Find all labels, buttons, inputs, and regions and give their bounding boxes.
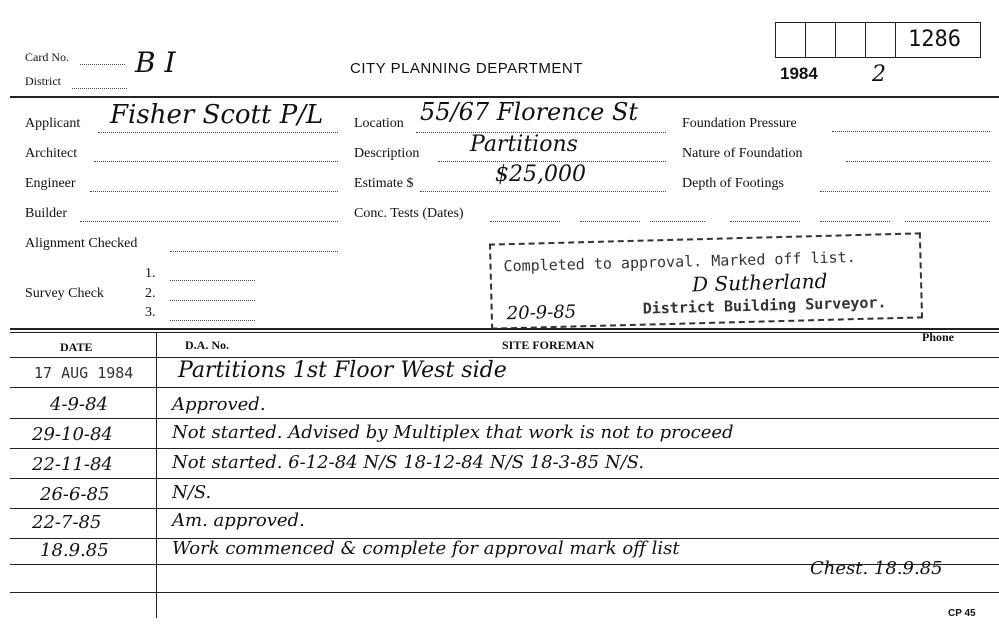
alignment-label: Alignment Checked xyxy=(25,236,138,251)
engineer-line xyxy=(90,191,338,192)
district-value: B I xyxy=(135,46,176,79)
number-box-2 xyxy=(805,22,836,58)
site-foreman-header: SITE FOREMAN xyxy=(502,338,595,352)
architect-label: Architect xyxy=(25,146,78,161)
conc-tests-label: Conc. Tests (Dates) xyxy=(354,206,464,221)
foundation-pressure-line xyxy=(832,131,990,132)
card-no-label: Card No. xyxy=(25,50,69,64)
log-row-1-date: 17 AUG 1984 xyxy=(34,364,134,382)
estimate-value: $25,000 xyxy=(495,162,586,187)
log-divider xyxy=(156,333,157,618)
log-final-sign: Chest. 18.9.85 xyxy=(810,558,943,579)
log-row-2-entry: Approved. xyxy=(172,394,266,415)
estimate-label: Estimate $ xyxy=(354,176,414,191)
year-suffix: 2 xyxy=(872,62,886,87)
log-row-5-date: 26-6-85 xyxy=(40,484,110,505)
row-rule-4 xyxy=(10,478,999,479)
row-rule-3 xyxy=(10,448,999,449)
survey-3-label: 3. xyxy=(145,305,156,320)
number-box-1 xyxy=(775,22,806,58)
depth-footings-line xyxy=(820,191,990,192)
log-row-6-entry: Am. approved. xyxy=(172,510,305,531)
log-row-3-entry: Not started. Advised by Multiplex that work is not to proceed xyxy=(172,422,734,443)
nature-foundation-line xyxy=(846,161,990,162)
conc-tests-line-1 xyxy=(490,221,560,222)
log-top-rule xyxy=(10,328,999,330)
survey-2-label: 2. xyxy=(145,286,156,301)
log-row-6-date: 22-7-85 xyxy=(32,512,102,533)
engineer-label: Engineer xyxy=(25,176,76,191)
description-label: Description xyxy=(354,146,420,161)
form-code: CP 45 xyxy=(948,608,976,619)
log-row-1-entry: Partitions 1st Floor West side xyxy=(178,358,507,383)
conc-tests-line-4 xyxy=(730,221,800,222)
conc-tests-line-2 xyxy=(580,221,640,222)
log-row-7-date: 18.9.85 xyxy=(40,540,109,561)
nature-foundation-label: Nature of Foundation xyxy=(682,146,803,161)
survey-1-label: 1. xyxy=(145,266,156,281)
estimate-line xyxy=(420,191,666,192)
architect-line xyxy=(94,161,338,162)
number-box-3 xyxy=(835,22,866,58)
applicant-label: Applicant xyxy=(25,116,81,131)
log-row-4-entry: Not started. 6-12-84 N/S 18-12-84 N/S 18-3-85 N/S. xyxy=(172,452,645,473)
row-rule-5 xyxy=(10,508,999,509)
log-row-5-entry: N/S. xyxy=(172,482,212,503)
stamp-line1: Completed to approval. Marked off list. xyxy=(503,248,856,276)
survey-2-line xyxy=(170,300,255,301)
foundation-pressure-label: Foundation Pressure xyxy=(682,116,797,131)
row-rule-2 xyxy=(10,418,999,419)
conc-tests-line-3 xyxy=(650,221,705,222)
stamp-signature: D Sutherland xyxy=(691,268,828,297)
survey-3-line xyxy=(170,320,255,321)
log-row-3-date: 29-10-84 xyxy=(32,424,113,445)
survey-1-line xyxy=(170,280,255,281)
number-box-4 xyxy=(865,22,896,58)
applicant-line xyxy=(98,132,338,133)
log-top-rule-2 xyxy=(10,332,999,333)
phone-header: Phone xyxy=(922,330,955,344)
conc-tests-line-6 xyxy=(905,221,990,222)
date-header: DATE xyxy=(60,340,93,354)
builder-label: Builder xyxy=(25,206,67,221)
district-line xyxy=(72,88,127,89)
row-rule-8 xyxy=(10,592,999,593)
district-label: District xyxy=(25,74,61,88)
row-rule-1 xyxy=(10,387,999,388)
approval-stamp xyxy=(489,232,923,329)
alignment-line xyxy=(170,251,338,252)
card-number: 1286 xyxy=(908,27,961,52)
location-value: 55/67 Florence St xyxy=(420,98,639,126)
stamp-line2: District Building Surveyor. xyxy=(642,293,887,318)
log-row-4-date: 22-11-84 xyxy=(32,454,113,475)
da-header: D.A. No. xyxy=(185,338,229,352)
year: 1984 xyxy=(780,64,818,83)
survey-label: Survey Check xyxy=(25,286,104,301)
stamp-date: 20-9-85 xyxy=(506,301,577,325)
depth-footings-label: Depth of Footings xyxy=(682,176,784,191)
applicant-value: Fisher Scott P/L xyxy=(110,100,324,130)
description-value: Partitions xyxy=(470,132,578,157)
location-label: Location xyxy=(354,116,404,131)
card-no-line xyxy=(80,64,125,65)
page-title: CITY PLANNING DEPARTMENT xyxy=(350,60,583,77)
conc-tests-line-5 xyxy=(820,221,890,222)
log-row-2-date: 4-9-84 xyxy=(50,394,108,415)
builder-line xyxy=(80,221,338,222)
log-row-7-entry: Work commenced & complete for approval mark off list xyxy=(172,538,680,559)
